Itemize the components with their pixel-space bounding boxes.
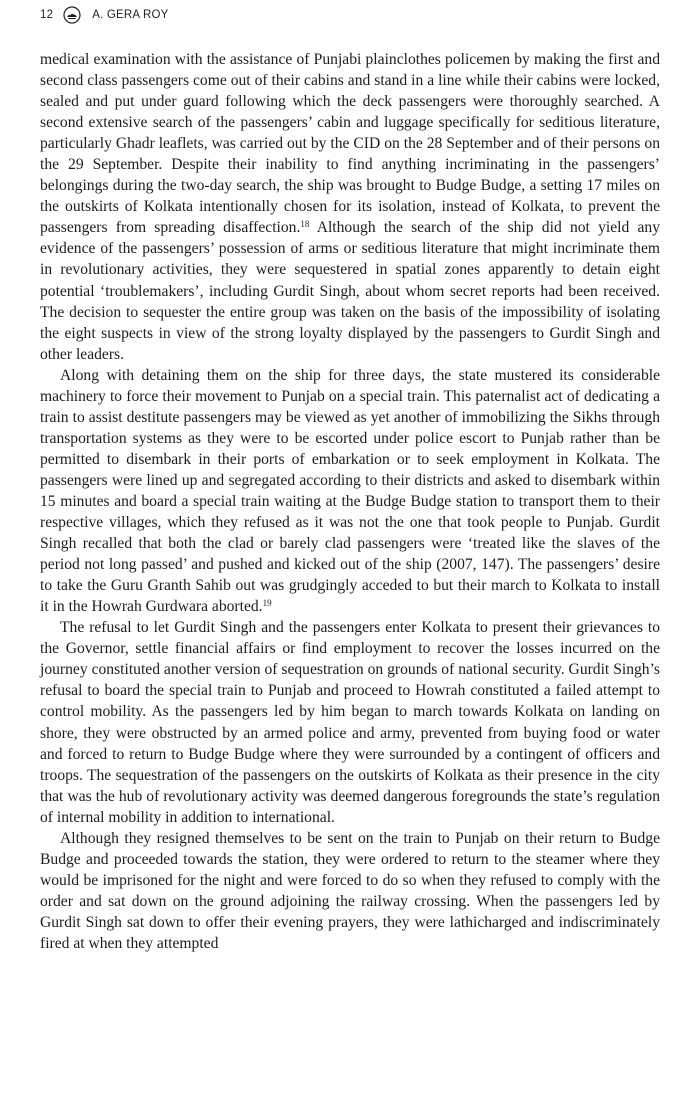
paragraph: Although they resigned themselves to be sent on the train to Punjab on their return to Budge Budge and proceeded towards the station, they were ordered to return to the steamer where they would be imprisoned for the night and were forced to do so when they refused to comply with the order and sat down on the ground adjoining the railway crossing. When the passengers led by Gurdit Singh sat down to offer their evening prayers, they were lathicharged and indiscriminately fired at when they attempted (40, 829, 660, 952)
paragraph: The refusal to let Gurdit Singh and the passengers enter Kolkata to present their grievances to the Governor, settle financial affairs or find employment to recover the losses incurred on the journey constituted another version of sequestration on grounds of national security. Gurdit Singh’s refusal to board the special train to Punjab and proceed to Howrah constituted a failed attempt to control mobility. As the passengers led by him began to march towards Kolkata on landing on shore, they were obstructed by an armed police and army, prevented from buying food or water and forced to return to Budge Budge where they were surrounded by a contingent of officers and troops. The sequestration of the passengers on the outskirts of Kolkata as their presence in the city that was the hub of revolutionary activity was deemed dangerous foregrounds the state’s regulation of internal mobility in addition to international. (40, 619, 660, 826)
paragraph: medical examination with the assistance of Punjabi plainclothes policemen by making the first and second class passengers come out of their cabins and stand in a line while their cabins were locked, sealed and put under guard following which the deck passengers were thoroughly searched. A second extensive search of the passengers’ cabin and luggage specifically for seditious literature, particularly Ghadr leaflets, was carried out by the CID on the 28 September and of their persons on the 29 September. Despite their inability to find anything incriminating in the passengers’ belongings during the two-day search, the ship was brought to Budge Budge, a setting 17 miles on the outskirts of Kolkata intentionally chosen for its isolation, instead of Kolkata, to prevent the passengers from spreading disaffection.$^{18}$ Although the search of the ship did not yield any evidence of the passengers’ possession of arms or seditious literature that might incriminate them in revolutionary activities, they were sequestered in spatial zones apparently to detain eight potential ‘troublemakers’, including Gurdit Singh, about whom secret reports had been received. The decision to sequester the entire group was taken on the basis of the impossibility of isolating the eight suspects in view of the strong loyalty displayed by the passengers to Gurdit Singh and other leaders. (40, 51, 660, 363)
page-number: 12 (40, 9, 54, 21)
running-head-author: A. GERA ROY (92, 9, 169, 21)
footnote-reference[interactable]: 18 (300, 219, 310, 230)
publisher-logo-icon (63, 6, 81, 24)
article-body (40, 49, 660, 954)
paragraph: Along with detaining them on the ship for three days, the state mustered its considerable machinery to force their movement to Punjab on a special train. This paternalist act of dedicating a train to assist destitute passengers may be viewed as yet another of immobilizing the Sikhs through transportation systems as they were to be escorted under police escort to Punjab rather than be permitted to disembark in their ports of embarkation or to seek employment in Kolkata. The passengers were lined up and segregated according to their districts and asked to disembark within 15 minutes and board a special train waiting at the Budge Budge station to transport them to their respective villages, which they refused as it was not the one that took people to Punjab. Gurdit Singh recalled that both the clad or barely clad passengers were ‘treated like the slaves of the period not long passed’ and pushed and kicked out of the ship (2007, 147). The passengers’ desire to take the Guru Granth Sahib out was grudgingly acceded to but their march to Kolkata to install it in the Howrah Gurdwara aborted.$^{19}$ (40, 366, 660, 616)
footnote-reference[interactable]: 19 (262, 598, 272, 609)
running-head (40, 6, 660, 24)
